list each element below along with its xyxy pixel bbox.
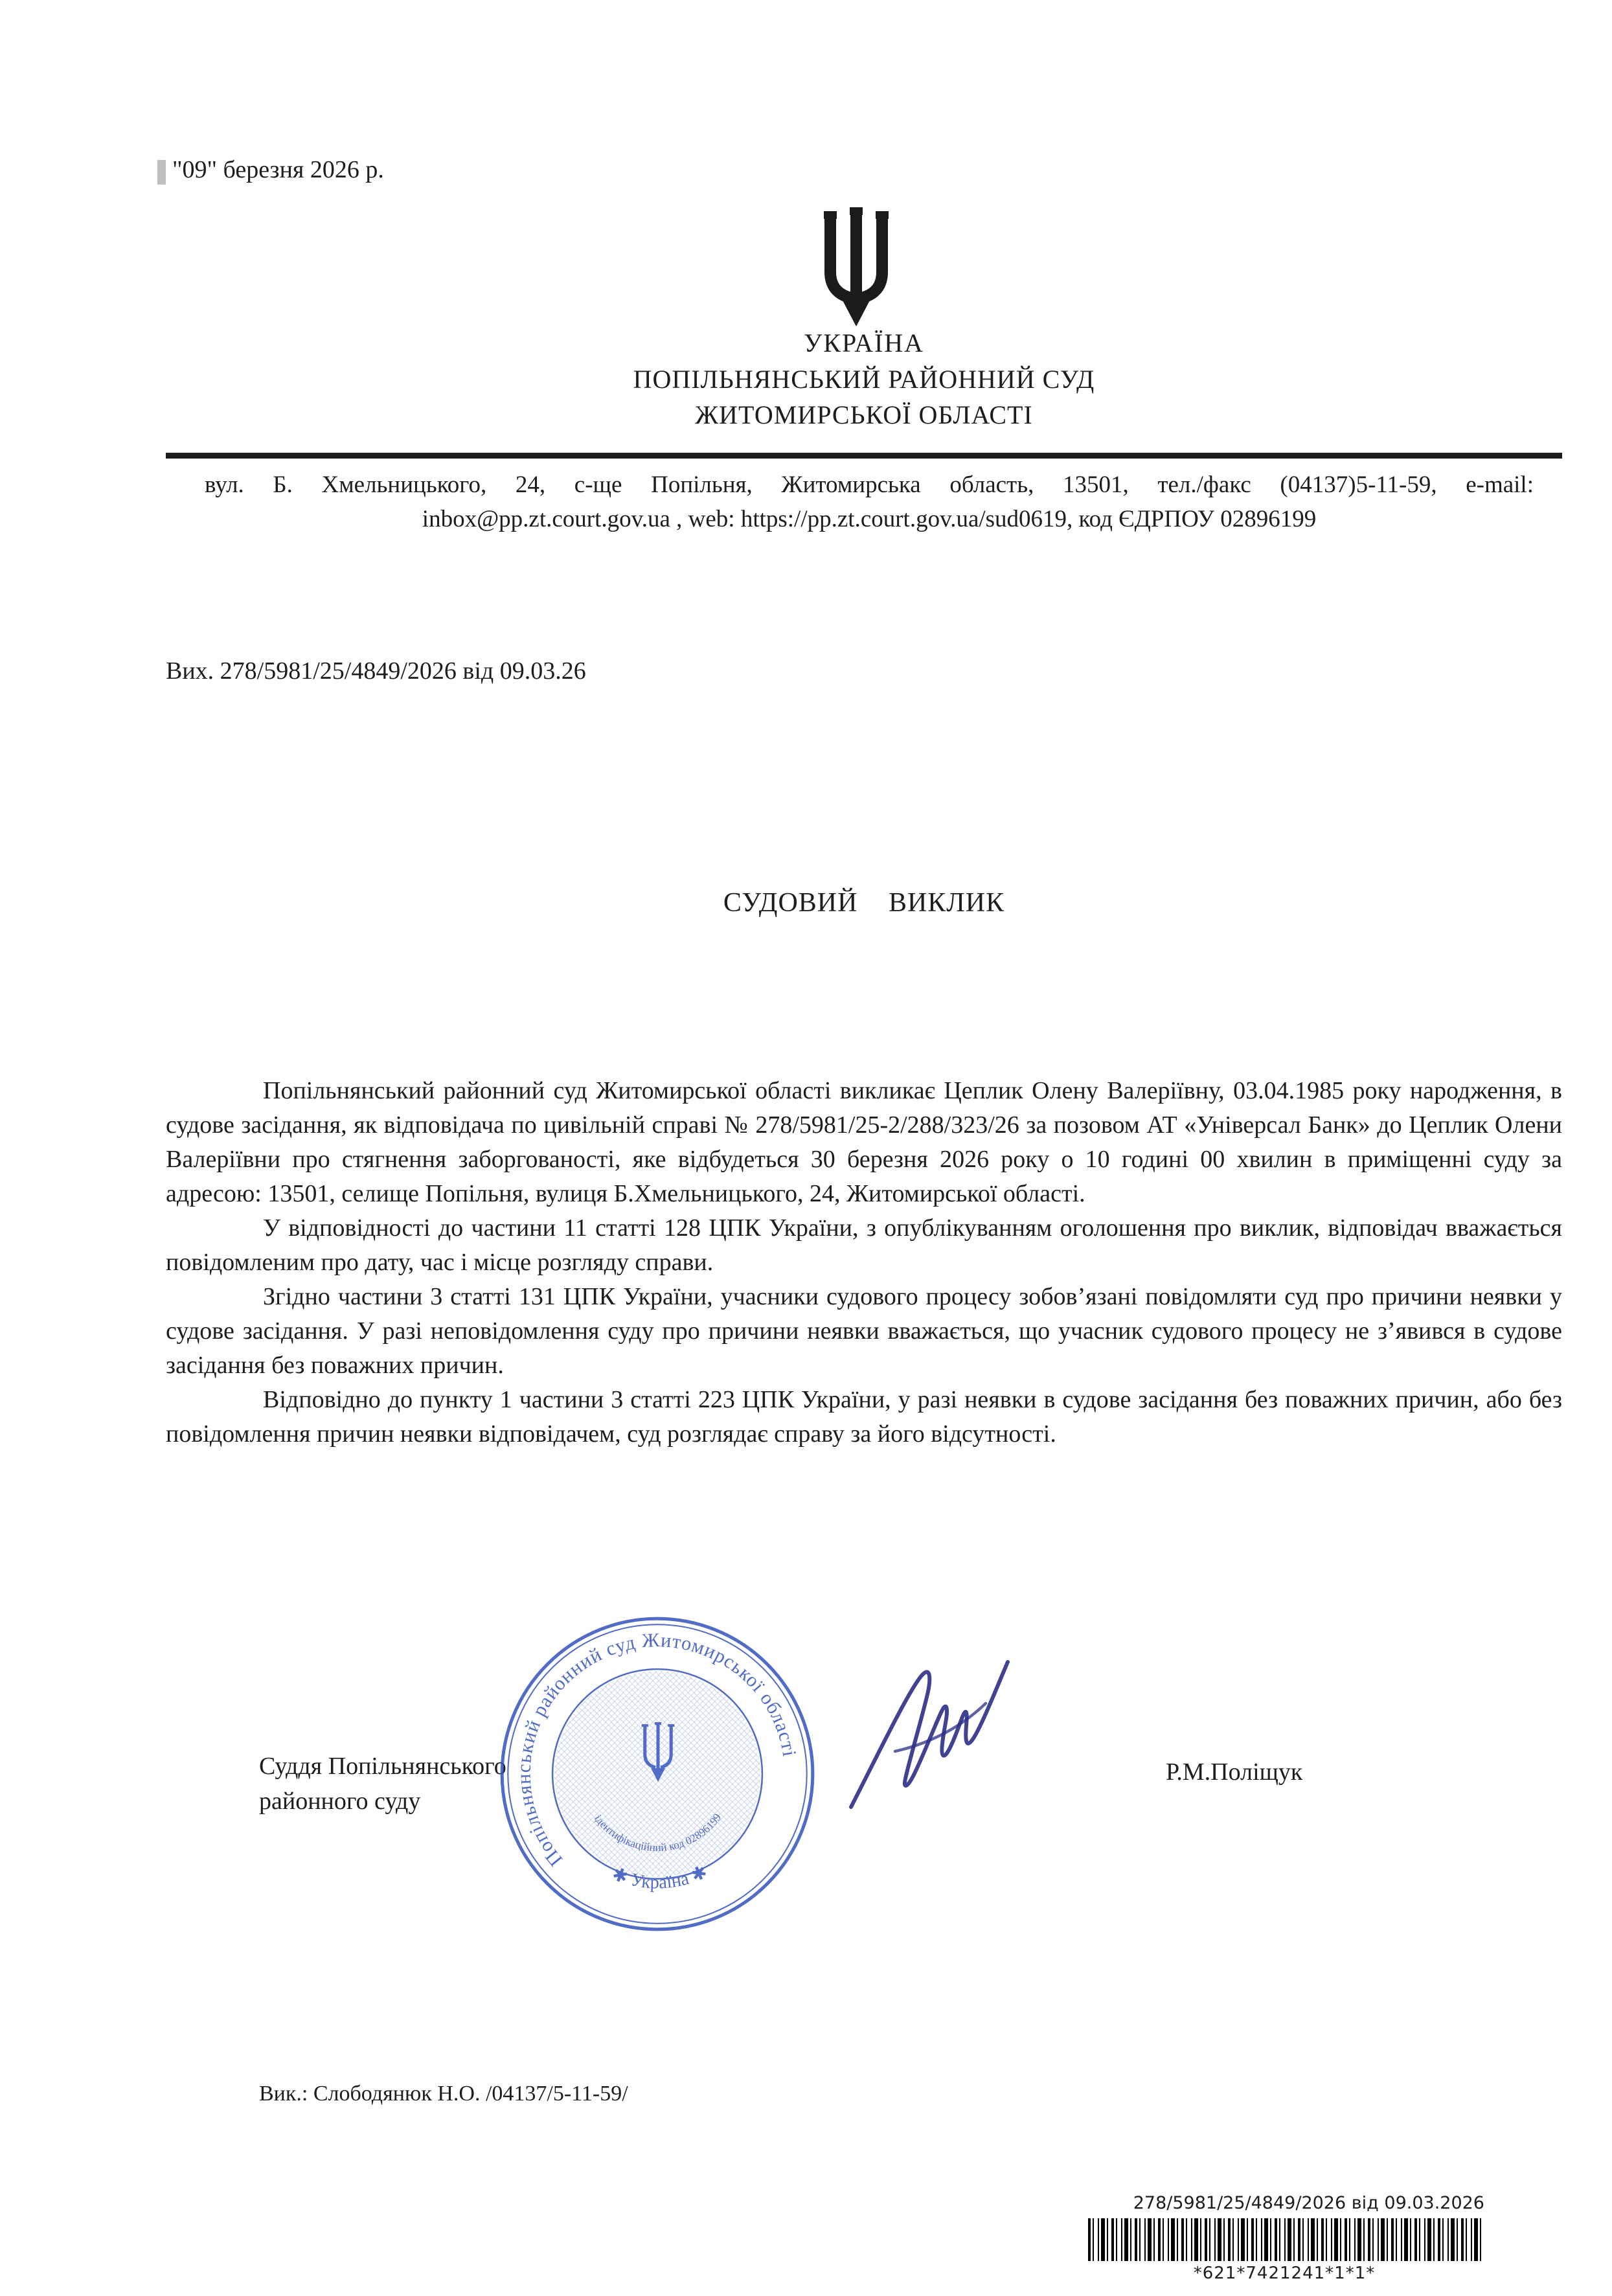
judge-title-line1: Суддя Попільнянського — [259, 1753, 506, 1780]
executor-contact: Вик.: Слободянюк Н.О. /04137/5-11-59/ — [259, 2082, 628, 2106]
judge-name: Р.М.Поліщук — [1166, 1758, 1303, 1786]
header-court-name-line1: ПОПІЛЬНЯНСЬКИЙ РАЙОННИЙ СУД — [633, 365, 1095, 394]
header-divider — [166, 453, 1562, 459]
judge-title — [259, 1749, 506, 1819]
document-title: СУДОВИЙ ВИКЛИК — [723, 888, 1005, 918]
barcode-value: *621*7421241*1*1* — [1193, 2264, 1376, 2283]
paragraph-summons: Попільнянський районний суд Житомирської області викликає Цеплик Олену Валеріївну, 03.04.1985 року народження, в судове засідання, як відповідача по цивільній справі № 278/5981/25-2/288/323/26 за позовом АТ «Універсал Банк» до Цеплик Олени Валеріївни про стягнення заборгованості, яке відбудеться 30 березня 2026 року о 10 годині 00 хвилин в приміщенні суду за адресою: 13501, селище Попільня, вулиця Б.Хмельницького, 24, Житомирської області. — [166, 1077, 1562, 1207]
paragraph-article-131: Згідно частини 3 статті 131 ЦПК України, учасники судового процесу зобов’язані повідомляти суд про причини неявки у судове засідання. У разі неповідомлення суду про причини неявки вважається, що учасник судового процесу не з’явився в судове засідання без поважних причин. — [166, 1283, 1562, 1379]
stamp-country-text: ✱ Україна ✱ — [609, 1861, 710, 1893]
footer-registration-block — [1083, 2193, 1486, 2283]
judge-title-line2: районного суду — [259, 1788, 421, 1815]
paragraph-article-223: Відповідно до пункту 1 частини 3 статті 223 ЦПК України, у разі неявки в судове засідання без поважних причин, або без повідомлення причин неявки відповідачем, суд розглядає справу за його відсутності. — [166, 1386, 1562, 1448]
barcode — [1088, 2218, 1484, 2261]
header-court-name-line2: ЖИТОМИРСЬКОЇ ОБЛАСТІ — [695, 400, 1033, 429]
judge-signature — [833, 1641, 1027, 1829]
document-date: "09" березня 2026 р. — [172, 156, 384, 183]
outgoing-ref-number: Вих. 278/5981/25/4849/2026 від 09.03.26 — [166, 657, 586, 685]
court-stamp — [494, 1610, 821, 1938]
stamp-ring-text: Попільнянський районний суд Житомирської області — [512, 1628, 801, 1871]
document-body — [166, 1074, 1562, 1451]
header-country: УКРАЇНА — [803, 328, 925, 358]
ukraine-trident-icon — [808, 205, 904, 326]
scan-artifact — [157, 160, 166, 185]
court-address: вул. Б. Хмельницького, 24, с-ще Попільня, Житомирська область, 13501, тел./факс (04137)5-11-59, e-mail: inbox@pp.zt.court.gov.ua , web: https://pp.zt.court.gov.ua/sud0619, код ЄДРПОУ 02896199 — [205, 472, 1534, 532]
paragraph-article-128: У відповідності до частини 11 статті 128 ЦПК України, з опублікуванням оголошення про виклик, відповідач вважається повідомленим про дату, час і місце розгляду справи. — [166, 1214, 1562, 1276]
stamp-code-text: ідентифікаційний код 02896199 — [591, 1811, 724, 1854]
footer-doc-number: 278/5981/25/4849/2026 від 09.03.2026 — [1133, 2193, 1484, 2213]
